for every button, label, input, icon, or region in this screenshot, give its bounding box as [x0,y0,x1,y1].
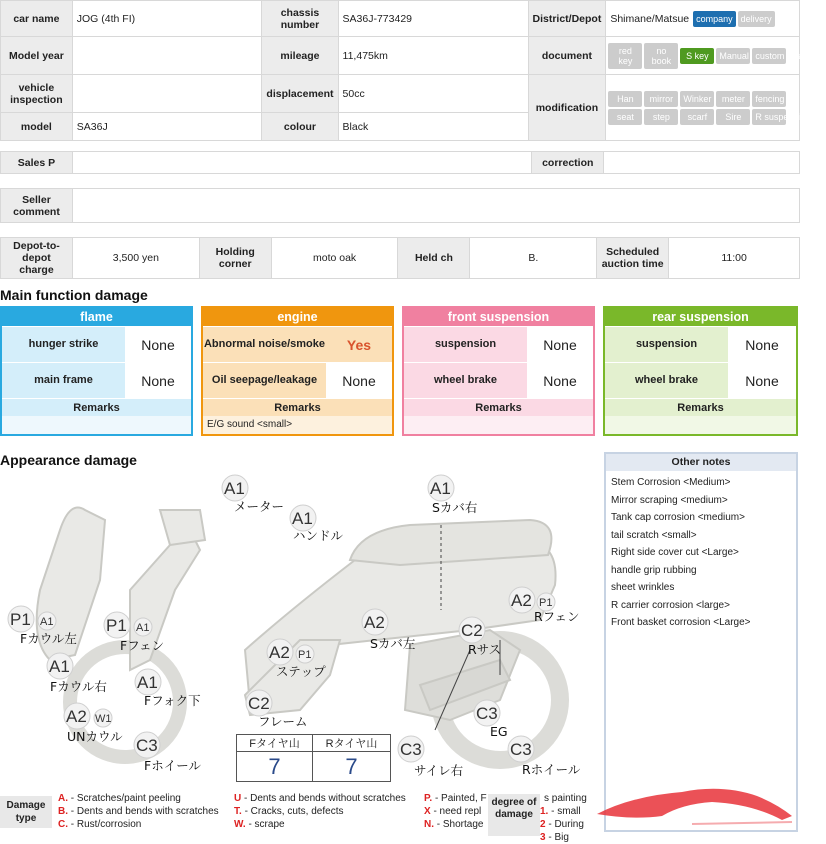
front-tire-value: 7 [237,752,313,782]
flame-row-label: main frame [34,374,93,386]
mod-mirror-tag: mirror [644,91,678,107]
sales-value [72,152,531,174]
model-year-label: Model year [1,37,73,75]
displacement-label: displacement [262,75,338,113]
label-step: ステップ [276,664,326,679]
mod-seat-tag: seat [608,109,642,125]
marker-r-sus [459,617,485,643]
chassis-value: SA36J-773429 [338,1,528,37]
degree-code: 2 [540,819,546,830]
svg-text:A1: A1 [292,509,313,528]
model-value: SA36J [72,113,262,141]
no-book-tag: no book [644,43,678,69]
seller-comment-value [72,189,799,223]
mod-winker-tag: Winker [680,91,714,107]
engine-title: engine [203,308,392,326]
svg-text:A2: A2 [66,707,87,726]
engine-row-value: Yes [326,327,392,362]
engine-row-value: None [326,363,392,398]
seller-comment-label: Seller comment [1,189,73,223]
document-tags [606,37,826,75]
svg-text:A1: A1 [136,622,150,634]
charges-row [0,237,800,279]
front-row-label: suspension [434,338,497,350]
inspection-label: vehicle inspection [1,75,73,113]
marker-frame [246,690,272,716]
note-item: sheet wrinkles [611,582,675,593]
engine-row-label: Oil seepage/leakage [211,374,318,386]
model-year-value [72,37,262,75]
svg-text:P1: P1 [106,616,127,635]
marker-s-cover-r [428,475,454,501]
legend-code: C. [58,819,68,830]
degree-text: - small [551,806,581,817]
scheduled-label: Scheduled auction time [597,238,669,279]
marker-s-cover-l [362,609,388,635]
holding-value: moto oak [271,238,398,279]
svg-text:P1: P1 [298,649,312,661]
colour-value: Black [338,113,528,141]
correction-label: correction [532,152,604,174]
rear-row-value: None [728,327,796,362]
legend-extra: s painting [544,793,587,804]
rear-row-value: None [728,363,796,398]
engine-panel [201,306,394,436]
marker-meter [222,475,248,501]
svg-text:A1: A1 [40,616,54,628]
svg-text:C2: C2 [461,621,483,640]
displacement-value: 50cc [338,75,528,113]
note-item: R carrier corrosion <large> [611,599,730,611]
mod-sire-tag: Sire [716,109,750,125]
held-label: Held ch [398,238,470,279]
label-s-cover-l: Sカバ左 [370,636,416,651]
legend-code: W. [234,819,246,830]
front-row-value: None [527,363,593,398]
legend-text: - Dents and bends without scratches [244,793,406,804]
marker-f-cowl-r [47,653,73,679]
scheduled-value: 11:00 [669,238,800,279]
rear-row-label: wheel brake [635,374,698,386]
label-frame: フレーム [258,714,308,729]
mod-han-tag: Han [608,91,642,107]
mileage-value: 11,475km [338,37,528,75]
flame-row-value: None [125,327,191,362]
engine-remarks-value: E/G sound <small> [203,416,392,434]
s-key-tag: S key [680,48,714,64]
engine-remarks-label: Remarks [203,398,392,416]
front-tire-label: Fタイヤ山 [237,735,313,752]
label-un-cowl: UNカウル [67,729,123,744]
degree-label: degree of damage [488,794,540,836]
flame-title: flame [2,308,191,326]
marker-r-wheel [508,736,534,762]
legend-text: - Rust/corrosion [70,819,142,830]
svg-text:W1: W1 [95,713,112,725]
held-value: B. [470,238,597,279]
seller-row [0,188,800,223]
depot-label: District/Depot [528,1,606,37]
marker-f-wheel [134,732,160,758]
legend-text: - Shortage [436,819,484,830]
depot-charge-value: 3,500 yen [72,238,199,279]
correction-value [604,152,800,174]
other-notes-panel [604,452,798,832]
car-name-label: car name [1,1,73,37]
rear-tire-value: 7 [313,752,391,782]
svg-text:C2: C2 [248,694,270,713]
legend-text: - scrape [248,819,285,830]
depot-charge-label: Depot-to-depot charge [1,238,73,279]
label-r-fender: Rフェン [534,609,580,624]
degree-code: 3 [540,832,546,843]
sales-row [0,151,800,174]
label-muffler-r: サイレ右 [414,763,464,778]
label-meter: メーター [234,499,285,514]
legend-code: T. [234,806,242,817]
rear-suspension-panel [603,306,798,436]
note-item: Right side cover cut <Large> [611,547,739,558]
manual-tag: Manual [716,48,750,64]
engine-row-label: Abnormal noise/smoke [203,338,326,350]
rear-remarks-label: Remarks [605,398,796,416]
label-r-wheel: Rホイール [522,762,581,777]
mod-r-suspension-tag: R suspension [752,109,786,125]
legend-text: - Scratches/paint peeling [70,793,181,804]
label-f-fork: Fフォク下 [144,693,201,708]
note-item: handle grip rubbing [611,564,697,576]
label-r-sus: Rサス [468,642,502,657]
svg-text:P1: P1 [539,597,553,609]
note-item: Front basket corrosion <Large> [611,617,751,628]
front-row-label: wheel brake [434,374,497,386]
degree-text: - Big [548,832,569,843]
label-handle: ハンドル [293,528,344,543]
front-suspension-title: front suspension [404,308,593,326]
svg-text:C3: C3 [136,736,158,755]
svg-text:C3: C3 [510,740,532,759]
holding-label: Holding corner [199,238,271,279]
legend-code: B. [58,806,68,817]
spec-table [0,0,826,141]
svg-text:C3: C3 [476,704,498,723]
degree-legend [540,792,587,844]
svg-text:A1: A1 [430,479,451,498]
other-notes-title: Other notes [606,454,796,471]
modification-tags [606,75,810,141]
main-function-title: Main function damage [0,287,148,303]
svg-text:A2: A2 [364,613,385,632]
label-f-wheel: Fホイール [144,758,201,773]
mod-meter-tag: meter [716,91,750,107]
label-s-cover-r: Sカバ右 [432,500,478,515]
flame-row-value: None [125,363,191,398]
damage-type-label: Damage type [0,796,52,828]
svg-text:C3: C3 [400,740,422,759]
inspection-value [72,75,262,113]
red-key-tag: red key [608,43,642,69]
marker-f-fork [135,669,161,695]
label-f-fender: Fフェン [120,638,165,653]
note-item: Stem Corrosion <Medium> [611,477,731,488]
legend-text: - need repl [433,806,482,817]
svg-text:A1: A1 [137,673,158,692]
car-name-value: JOG (4th FI) [72,1,262,37]
legend-code: N. [424,819,434,830]
flame-panel [0,306,193,436]
marker-eg [474,700,500,726]
legend-code: A. [58,793,68,804]
legend-code: U [234,793,242,804]
rear-suspension-title: rear suspension [605,308,796,326]
appearance-title: Appearance damage [0,452,137,468]
document-label: document [528,37,606,75]
rear-tire-label: Rタイヤ山 [313,735,391,752]
svg-text:A1: A1 [224,479,245,498]
rear-remarks-value [605,416,796,434]
model-label: model [1,113,73,141]
marker-muffler-r [398,736,424,762]
front-remarks-value [404,416,593,434]
delivery-tag: delivery [738,11,775,27]
depot-value: Shimane/Matsue [610,12,690,25]
legend-text: - Cracks, cuts, defects [244,806,344,817]
mod-scarf-tag: scarf [680,109,714,125]
flame-remarks-label: Remarks [2,398,191,416]
label-f-cowl-l: Fカウル左 [20,631,77,646]
legend-code: X [424,806,431,817]
front-suspension-panel [402,306,595,436]
legend-text: - Painted, F [434,793,487,804]
company-tag: company [693,11,736,27]
legend-code: P. [424,793,433,804]
degree-code: 1. [540,806,549,817]
sales-label: Sales P [1,152,73,174]
note-item: Mirror scraping <medium> [611,494,728,506]
flame-remarks-value [2,416,191,434]
flame-row-label: hunger strike [28,338,99,350]
mod-fencing-tag: fencing [752,91,786,107]
watermark-car-logo [592,776,798,834]
note-item: tail scratch <small> [611,529,697,541]
mod-step-tag: step [644,109,678,125]
legend-text: - Dents and bends with scratches [70,806,219,817]
mileage-label: mileage [262,37,338,75]
tire-tread-table [236,734,391,782]
label-f-cowl-r: Fカウル右 [50,679,107,694]
front-row-value: None [527,327,593,362]
front-remarks-label: Remarks [404,398,593,416]
rear-row-label: suspension [635,338,698,350]
modification-label: modification [528,75,606,141]
colour-label: colour [262,113,338,141]
svg-text:A1: A1 [49,657,70,676]
svg-text:P1: P1 [10,610,31,629]
marker-un-cowl [64,703,112,729]
svg-text:A2: A2 [269,643,290,662]
label-eg: EG [490,724,508,739]
degree-text: - During [548,819,584,830]
custom-clearance-tag: custom clearance [752,48,786,64]
note-item: Tank cap corrosion <medium> [611,512,745,523]
svg-text:A2: A2 [511,591,532,610]
chassis-label: chassis number [262,1,338,37]
